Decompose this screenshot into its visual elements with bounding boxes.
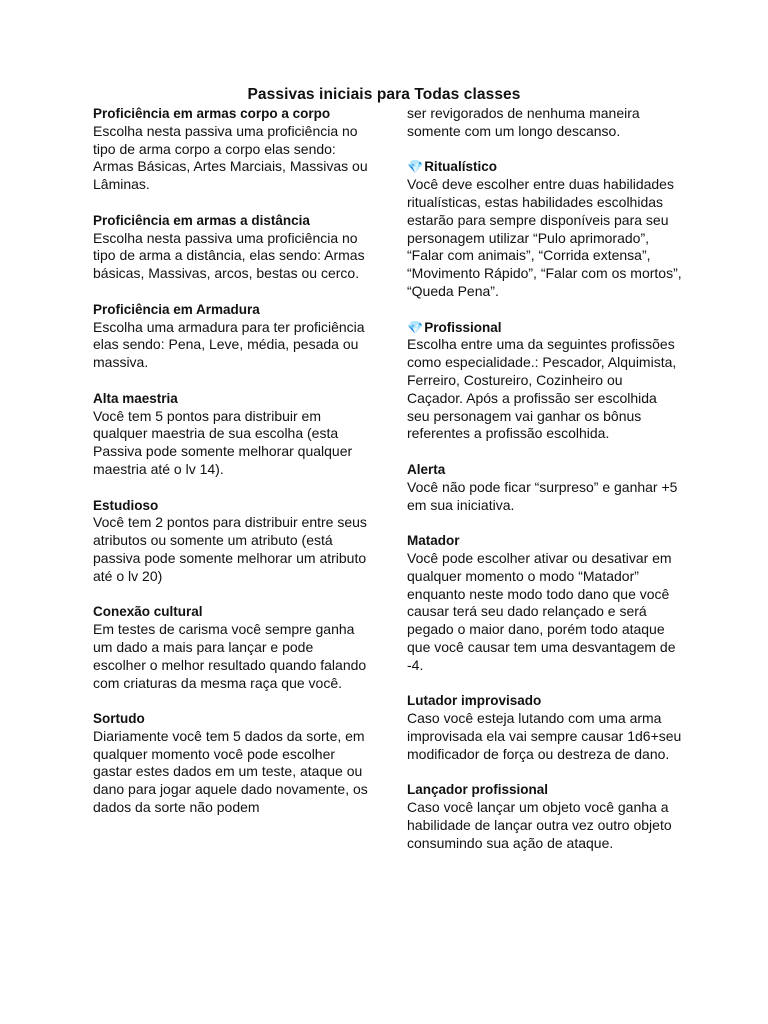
passive-professional: [407, 319, 682, 444]
section-body: Caso você lançar um objeto você ganha a habilidade de lançar outra vez outro objeto consumindo sua ação de ataque.: [407, 799, 672, 851]
passive-studious: [93, 497, 368, 586]
passive-lucky: [93, 710, 368, 817]
section-heading: Matador: [407, 533, 460, 549]
section-body: Escolha nesta passiva uma proficiência no tipo de arma corpo a corpo elas sendo: Armas Básicas, Artes Marciais, Massivas ou Lâminas.: [93, 122, 368, 193]
section-body: Você tem 2 pontos para distribuir entre seus atributos ou somente um atributo (está passiva pode somente melhorar um atributo até o lv 20): [93, 514, 367, 584]
gem-icon: 💎: [407, 159, 424, 175]
right-column: [407, 105, 682, 870]
section-body: Você não pode ficar “surpreso” e ganhar +5 em sua iniciativa.: [407, 478, 678, 513]
section-heading: Proficiência em armas corpo a corpo: [93, 106, 331, 121]
section-body: Em testes de carisma você sempre ganha um dado a mais para lançar e pode escolher o melhor resultado quando falando com criaturas da mesma raça que você.: [93, 621, 367, 691]
section-heading: Proficiência em Armadura: [93, 301, 260, 317]
passive-ritualistic: [407, 158, 682, 300]
passive-melee-proficiency: [93, 105, 368, 194]
section-heading: Sortudo: [93, 711, 145, 727]
section-body: Diariamente você tem 5 dados da sorte, em qualquer momento você pode escolher gastar estes dados em um teste, ataque ou dano para jogar aquele dado novamente, os dados da sorte não podem: [93, 727, 368, 816]
passive-improvised-fighter: [407, 692, 682, 763]
section-heading: Conexão cultural: [93, 604, 203, 620]
passive-high-mastery: [93, 390, 368, 479]
section-heading: Alerta: [407, 461, 446, 477]
section-body: Escolha entre uma da seguintes profissões como especialidade.: Pescador, Alquimista, Ferreiro, Costureiro, Cozinheiro ou Caçador. Após a profissão ser escolhida seu personagem vai ganhar os bônus referentes a profissão escolhida.: [407, 336, 677, 442]
section-body: Você deve escolher entre duas habilidades ritualísticas, estas habilidades escolhidas estarão para sempre disponíveis para seu personagem utilizar “Pulo aprimorado”, “Falar com animais”, “Corrida extensa”, “Movimento Rápido”, “Falar com os mortos”, “Queda Pena”.: [407, 176, 682, 299]
section-body: Você pode escolher ativar ou desativar em qualquer momento o modo “Matador” enquanto neste modo todo dano que você causar terá seu dado relançado e será pegado o maior dano, porém todo ataque que você causar tem uma desvantagem de -4.: [407, 549, 676, 673]
section-body: Você tem 5 pontos para distribuir em qualquer maestria de sua escolha (esta Passiva pode somente melhorar qualquer maestria até o lv 14).: [93, 407, 353, 477]
section-heading: Lutador improvisado: [407, 693, 542, 709]
section-heading-text: Ritualístico: [424, 159, 497, 175]
section-heading: Proficiência em armas a distância: [93, 212, 310, 228]
section-body: Escolha nesta passiva uma proficiência no tipo de arma a distância, elas sendo: Armas básicas, Massivas, arcos, bestas ou cerco.: [93, 229, 365, 282]
page-title: Passivas iniciais para Todas classes: [247, 86, 521, 103]
section-heading: Estudioso: [93, 497, 159, 513]
section-body: Escolha uma armadura para ter proficiência elas sendo: Pena, Leve, média, pesada ou massiva.: [93, 318, 365, 371]
section-heading-text: Profissional: [424, 319, 502, 335]
section-body-continuation: ser revigorados de nenhuma maneira somente com um longo descanso.: [407, 105, 640, 139]
passive-professional-thrower: [407, 781, 682, 852]
left-column: [93, 105, 368, 835]
passive-ranged-proficiency: [93, 212, 368, 283]
passive-alert: [407, 461, 682, 514]
section-heading: [407, 158, 682, 176]
lucky-continuation: [407, 105, 682, 141]
section-heading: Lançador profissional: [407, 782, 549, 798]
section-heading: [407, 319, 682, 337]
passive-cultural-connection: [93, 603, 368, 692]
gem-icon: 💎: [407, 319, 424, 335]
passive-killer: [407, 532, 682, 674]
passive-armor-proficiency: [93, 301, 368, 372]
section-body: Caso você esteja lutando com uma arma improvisada ela vai sempre causar 1d6+seu modificador de força ou destreza de dano.: [407, 710, 682, 762]
section-heading: Alta maestria: [93, 390, 178, 406]
